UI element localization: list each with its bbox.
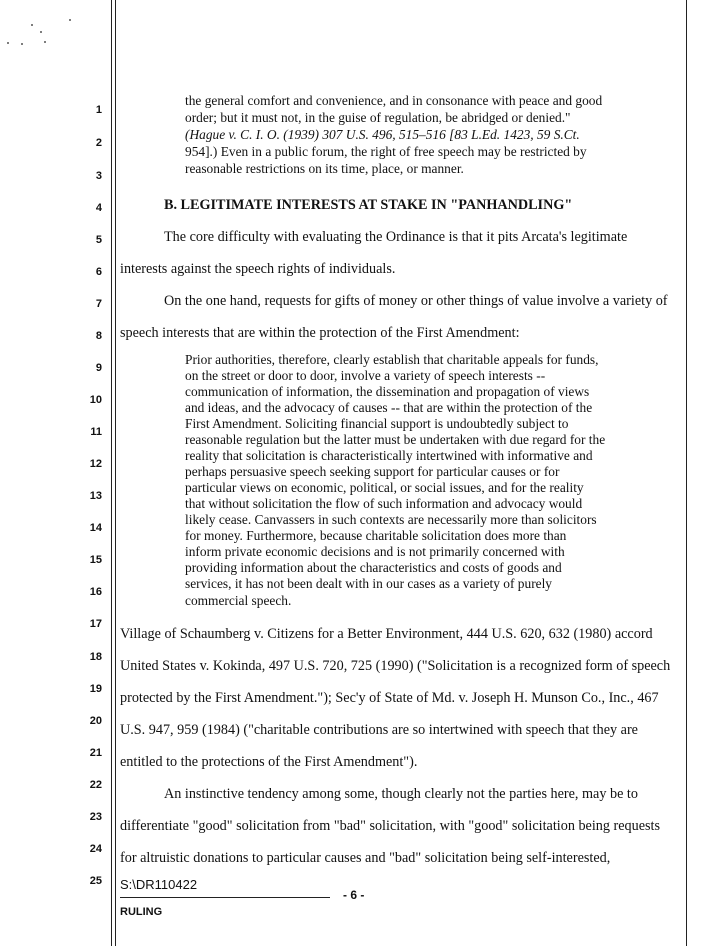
- quote-line: (Hague v. C. I. O. (1939) 307 U.S. 496, 515–516 [83 L.Ed. 1423, 59 S.Ct.: [185, 127, 580, 142]
- body-line: for altruistic donations to particular causes and "bad" solicitation being self-interested,: [120, 850, 611, 866]
- line-number: 22: [89, 779, 102, 791]
- quote-line: reasonable restrictions on its time, place, or manner.: [185, 161, 464, 176]
- quote-line: 954].) Even in a public forum, the right of free speech may be restricted by: [185, 144, 587, 159]
- line-number: 1: [95, 104, 102, 116]
- line-number: 12: [89, 458, 102, 470]
- line-number: 14: [89, 522, 102, 534]
- line-number: 7: [95, 298, 102, 310]
- scan-speck: [40, 31, 42, 33]
- scan-speck: [31, 24, 33, 26]
- quote-line: particular views on economic, political, or social issues, and for the reality: [185, 480, 584, 495]
- quote-line: reality that solicitation is characteristically intertwined with informative and: [185, 448, 593, 463]
- page-number: - 6 -: [343, 888, 365, 902]
- line-number: 21: [89, 747, 102, 759]
- citation-line: U.S. 947, 959 (1984) ("charitable contributions are so intertwined with speech that they are: [120, 722, 638, 738]
- quote-line: that without solicitation the flow of such information and advocacy would: [185, 496, 583, 511]
- quote-line: likely cease. Canvassers in such contexts are necessarily more than solicitors: [185, 512, 597, 527]
- citation-line: entitled to the protections of the First Amendment").: [120, 754, 418, 770]
- quote-line: communication of information, the dissemination and propagation of views: [185, 384, 590, 399]
- line-number: 19: [89, 683, 102, 695]
- line-number: 25: [89, 875, 102, 887]
- line-number: 10: [89, 394, 102, 406]
- line-number: 15: [89, 554, 102, 566]
- line-number: 17: [89, 618, 102, 630]
- scan-speck: [44, 41, 46, 43]
- scan-speck: [7, 42, 9, 44]
- line-number: 9: [95, 362, 102, 374]
- left-margin-rule-outer: [111, 0, 112, 946]
- quote-line: order; but it must not, in the guise of regulation, be abridged or denied.": [185, 110, 571, 125]
- quote-line: First Amendment. Soliciting financial support is undoubtedly subject to: [185, 416, 569, 431]
- footer-rule: [120, 897, 330, 898]
- line-number: 20: [89, 715, 102, 727]
- citation-line: Village of Schaumberg v. Citizens for a Better Environment, 444 U.S. 620, 632 (1980) accord: [120, 626, 653, 642]
- line-number: 6: [95, 266, 102, 278]
- quote-line: services, it has not been dealt with in our cases as a variety of purely: [185, 576, 553, 591]
- line-number: 2: [95, 137, 102, 149]
- body-line: differentiate "good" solicitation from "bad" solicitation, with "good" solicitation being requests: [120, 818, 661, 834]
- quote-line: inform private economic decisions and is not primarily concerned with: [185, 544, 565, 559]
- quote-line: Prior authorities, therefore, clearly establish that charitable appeals for funds,: [185, 352, 599, 367]
- line-number: 18: [89, 651, 102, 663]
- quote-line: reasonable regulation but the latter must be undertaken with due regard for the: [185, 432, 606, 447]
- line-number: 13: [89, 490, 102, 502]
- quote-line: for money. Furthermore, because charitable solicitation does more than: [185, 528, 567, 543]
- quote-line: the general comfort and convenience, and in consonance with peace and good: [185, 93, 603, 108]
- line-number: 3: [95, 170, 102, 182]
- line-number: 11: [90, 426, 102, 438]
- body-line: On the one hand, requests for gifts of money or other things of value involve a variety of: [164, 293, 668, 309]
- citation-line: United States v. Kokinda, 497 U.S. 720, 725 (1990) ("Solicitation is a recognized form of speech: [120, 658, 671, 674]
- footer-file-path: S:\DR110422: [120, 877, 198, 892]
- scan-speck: [21, 43, 23, 45]
- line-number: 24: [89, 843, 102, 855]
- citation-line: protected by the First Amendment."); Sec'y of State of Md. v. Joseph H. Munson Co., Inc., 467: [120, 690, 659, 706]
- line-number: 23: [89, 811, 102, 823]
- left-margin-rule-inner: [115, 0, 116, 946]
- line-number: 8: [95, 330, 102, 342]
- quote-line: commercial speech.: [185, 593, 292, 608]
- body-line: interests against the speech rights of individuals.: [120, 261, 396, 277]
- quote-line: and ideas, and the advocacy of causes -- that are within the protection of the: [185, 400, 593, 415]
- scan-speck: [69, 19, 71, 21]
- line-number: 4: [95, 202, 102, 214]
- right-margin-rule: [686, 0, 687, 946]
- body-line: The core difficulty with evaluating the Ordinance is that it pits Arcata's legitimate: [164, 229, 628, 245]
- footer-label: RULING: [120, 906, 163, 918]
- line-number: 16: [89, 586, 102, 598]
- line-number: 5: [95, 234, 102, 246]
- quote-line: perhaps persuasive speech seeking support for particular causes or for: [185, 464, 560, 479]
- quote-line: providing information about the characteristics and costs of goods and: [185, 560, 562, 575]
- body-line: An instinctive tendency among some, though clearly not the parties here, may be to: [164, 786, 638, 802]
- section-heading: B. LEGITIMATE INTERESTS AT STAKE IN "PANHANDLING": [164, 197, 573, 213]
- body-line: speech interests that are within the protection of the First Amendment:: [120, 325, 520, 341]
- quote-line: on the street or door to door, involve a variety of speech interests --: [185, 368, 546, 383]
